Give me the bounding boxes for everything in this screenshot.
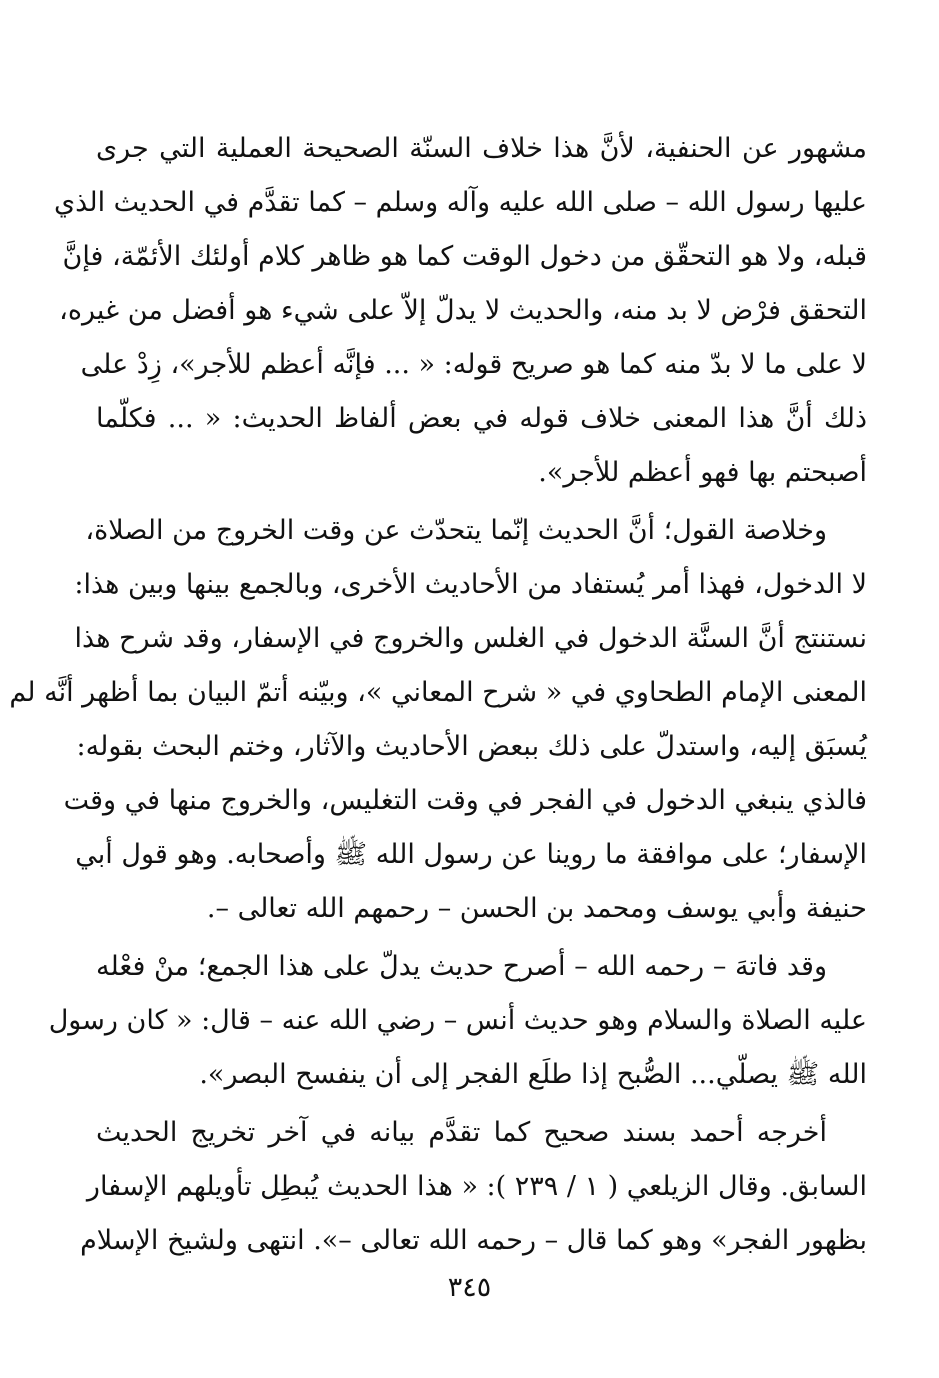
paragraph-1-line-3: قبله، ولا هو التحقّق من دخول الوقت كما هو ظاهر كلام أولئك الأئمّة، فإنَّ: [62, 241, 867, 272]
paragraph-4-line-2: السابق. وقال الزيلعي ( ١ / ٢٣٩ ): « هذا الحديث يُبطِل تأويلهم الإسفار: [86, 1171, 867, 1202]
paragraph-2-line-1: وخلاصة القول؛ أنَّ الحديث إنّما يتحدّث عن وقت الخروج من الصلاة،: [85, 515, 827, 546]
paragraph-1-line-5: لا على ما لا بدّ منه كما هو صريح قوله: « ... فإنَّه أعظم للأجر»، زِدْ على: [80, 349, 867, 380]
paragraph-2-line-3: نستنتج أنَّ السنَّة الدخول في الغلس والخروج في الإسفار، وقد شرح هذا: [74, 623, 867, 654]
paragraph-2-line-5: يُسبَق إليه، واستدلّ على ذلك ببعض الأحاديث والآثار، وختم البحث بقوله:: [76, 731, 867, 762]
paragraph-2-line-6: فالذي ينبغي الدخول في الفجر في وقت التغليس، والخروج منها في وقت: [63, 785, 867, 816]
paragraph-3-line-2: عليه الصلاة والسلام وهو حديث أنس – رضي الله عنه – قال: « كان رسول: [48, 1005, 867, 1036]
paragraph-3-line-3: الله ﷺ يصلّي... الصُّبح إذا طلَع الفجر إلى أن ينفسح البصر».: [199, 1059, 867, 1090]
paragraph-4-line-3: بظهور الفجر» وهو كما قال – رحمه الله تعالى –». انتهى ولشيخ الإسلام: [80, 1225, 867, 1256]
paragraph-2-line-8: حنيفة وأبي يوسف ومحمد بن الحسن – رحمهم الله تعالى –.: [206, 893, 867, 924]
document-page: [9, 122, 867, 1262]
paragraph-4-line-1: أخرجه أحمد بسند صحيح كما تقدَّم بيانه في آخر تخريج الحديث: [96, 1117, 827, 1148]
paragraph-3-line-1: وقد فاتهَ – رحمه الله – أصرح حديث يدلّ على هذا الجمع؛ منْ فعْله: [96, 951, 827, 982]
paragraph-2-line-7: الإسفار؛ على موافقة ما روينا عن رسول الله ﷺ وأصحابه. وهو قول أبي: [75, 839, 867, 870]
paragraph-1-line-7: أصبحتم بها فهو أعظم للأجر».: [538, 457, 867, 488]
paragraph-1-line-2: عليها رسول الله – صلى الله عليه وآله وسلم – كما تقدَّم في الحديث الذي: [54, 187, 867, 218]
paragraph-1-line-4: التحقق فرْض لا بد منه، والحديث لا يدلّ إلاّ على شيء هو أفضل من غيره،: [59, 295, 867, 326]
paragraph-2-line-4: المعنى الإمام الطحاوي في « شرح المعاني »، وبيّنه أتمّ البيان بما أظهر أنَّه لم: [9, 677, 867, 708]
page-number: ٣٤٥: [447, 1272, 492, 1303]
paragraph-1-line-6: ذلك أنَّ هذا المعنى خلاف قوله في بعض ألفاظ الحديث: « ... فكلّما: [96, 403, 867, 434]
paragraph-1-line-1: مشهور عن الحنفية، لأنَّ هذا خلاف السنّة الصحيحة العملية التي جرى: [96, 133, 867, 164]
paragraph-2-line-2: لا الدخول، فهذا أمر يُستفاد من الأحاديث الأخرى، وبالجمع بينها وبين هذا:: [74, 569, 867, 600]
